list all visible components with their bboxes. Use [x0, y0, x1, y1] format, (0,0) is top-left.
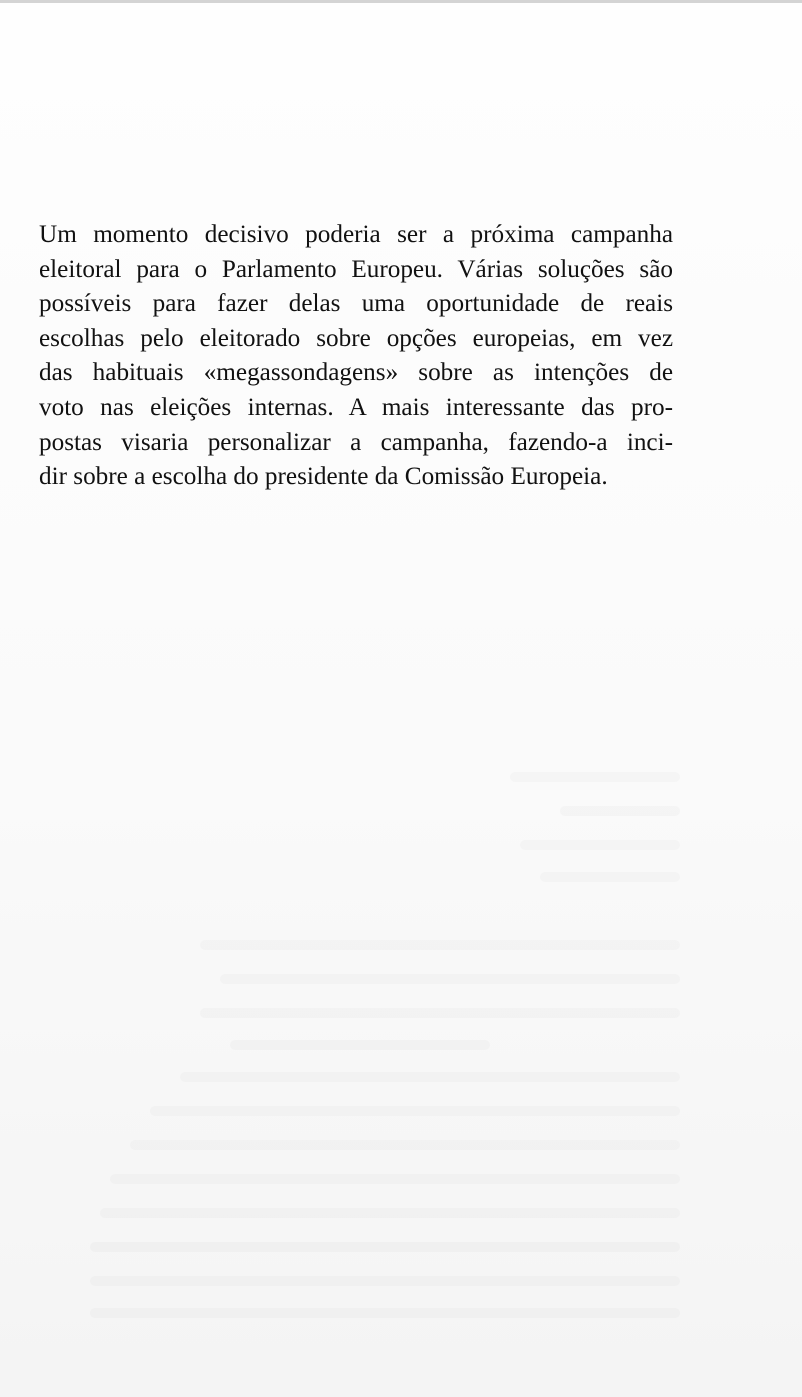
- paragraph-line-2: eleitoral para o Parlamento Europeu. Várias soluções são: [39, 255, 673, 283]
- paragraph-line-5: das habituais «megassondagens» sobre as intenções de: [39, 359, 673, 387]
- paragraph-line-3: possíveis para fazer delas uma oportunidade de reais: [39, 290, 673, 318]
- paragraph-line-6: voto nas eleições internas. A mais interessante das pro-: [39, 393, 673, 421]
- paragraph-line-7: postas visaria personalizar a campanha, fazendo-a inci-: [39, 428, 673, 456]
- paragraph-line-1: Um momento decisivo poderia ser a próxima campanha: [39, 221, 673, 248]
- paragraph-line-8: dir sobre a escolha do presidente da Comissão Europeia.: [39, 463, 608, 491]
- body-paragraph: [39, 218, 673, 495]
- page-top-edge: [0, 0, 802, 3]
- paragraph-line-4: escolhas pelo eleitorado sobre opções europeias, em vez: [39, 324, 673, 352]
